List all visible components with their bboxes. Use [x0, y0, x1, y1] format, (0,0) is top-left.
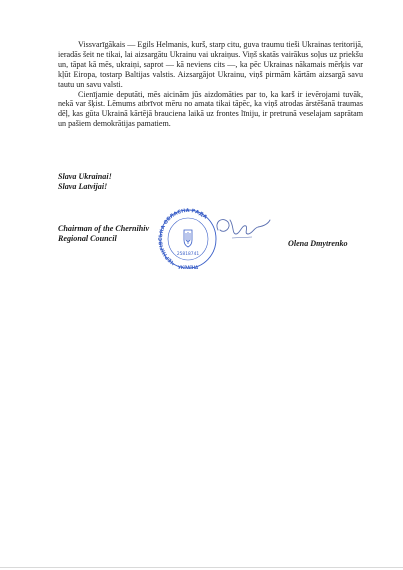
signatory-title-line-1: Chairman of the Chernihiv	[58, 224, 150, 233]
signatory-title-line-2: Regional Council	[58, 234, 117, 243]
letter-body	[58, 40, 363, 129]
paragraph-2: Cienījamie deputāti, mēs aicinām jūs aizdomāties par to, ka karš ir ievērojami tuvāk, nekā var šķist. Lēmums atbrīvot mēru no amata tikai tāpēc, ka viņš atrodas ārstēšanā traumas dēļ, kas gūta Ukrainā kārtējā brauciena laikā uz frontes līniju, ir pretrunā veselajam saprātam un pašiem demokrātijas pamatiem.	[58, 89, 363, 129]
handwritten-signature	[212, 212, 272, 242]
stamp-ring-text: ЧЕРНІГІВСЬКА ОБЛАСНА РАДА	[158, 208, 209, 266]
stamp-code: 25818741	[176, 252, 200, 257]
signatory-title	[58, 224, 149, 244]
slava-latvijai: Slava Latvijai!	[58, 182, 108, 191]
trident-emblem-icon	[184, 230, 192, 247]
stamp-bottom-text: УКРАЇНА	[177, 265, 199, 270]
paragraph-1: Vissvarīgākais — Egils Helmanis, kurš, starp citu, guva traumu tieši Ukrainas teritorijā, ieradās šeit ne tikai, lai aizsargātu Ukrainu vai ukraiņus. Viņš skatās vairākus soļus uz priekšu un, tāpat kā mēs, ukraiņi, saprot — kā neviens cits —, ka pēc Ukrainas nākamais mērķis var kļūt Eiropa, tostarp Baltijas valstis. Aizsargājot Ukrainu, viņš pirmām kārtām aizsargā savu tautu un savu valsti.	[58, 40, 363, 89]
slava-ukrainai: Slava Ukrainai!	[58, 172, 112, 181]
signatory-name: Olena Dmytrenko	[288, 239, 348, 248]
official-stamp	[158, 208, 218, 272]
closing-slogans	[58, 172, 112, 192]
